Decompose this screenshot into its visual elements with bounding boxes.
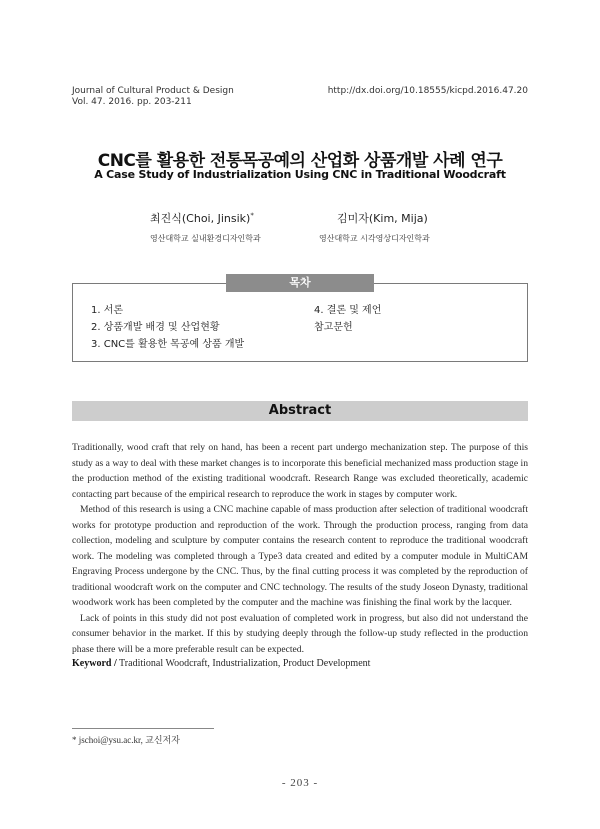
footnote bbox=[72, 733, 180, 746]
abstract-paragraph-2: Method of this research is using a CNC machine capable of mass production after selection of traditional woodcraft works for prototype production and reproduction of the work. Through the production process, ranging from data collection, modeling and sculpture by computer contains the research content to reproduce the traditional woodcraft work. The modeling was completed through a Type3 data created and edited by a computer module in MultiCAM Engraving Process undergone by the CNC. Thus, by the final cutting process it was completed by the reproduction of traditional woodcraft work on the computer and CNC technology. The results of the study Joseon Dynasty, traditional woodwork work has been completed by the computer and the machine was finishing the final work by the lacquer. bbox=[72, 504, 528, 608]
author-1-name: 최진식(Choi, Jinsik) bbox=[150, 212, 251, 225]
title-english: A Case Study of Industrialization Using CNC in Traditional Woodcraft bbox=[94, 168, 506, 181]
toc-item-background: 2. 상품개발 배경 및 산업현황 bbox=[91, 322, 220, 333]
footnote-mark: * bbox=[72, 735, 77, 745]
abstract-paragraph-1: Traditionally, wood craft that rely on hand, has been a recent part undergo mechanization step. The purpose of this study as a way to deal with these market changes is to incorporate this beneficial mechanized mass production stage in the production method of the existing traditional woodcraft. Research Range was excluded theoretically, academic contacting part because of the empirical research to reproduce the work in stages by computer work. bbox=[72, 442, 528, 500]
journal-name: Journal of Cultural Product & Design bbox=[72, 86, 234, 96]
footnote-text: jschoi@ysu.ac.kr, 교신저자 bbox=[78, 735, 180, 745]
author-1-affiliation: 영산대학교 실내환경디자인학과 bbox=[150, 234, 261, 243]
keyword-label: Keyword / bbox=[72, 658, 117, 669]
toc-item-references: 참고문헌 bbox=[314, 322, 353, 333]
keyword-text: Traditional Woodcraft, Industrialization, Product Development bbox=[119, 658, 371, 669]
abstract-body bbox=[72, 440, 528, 657]
keyword-line bbox=[72, 658, 370, 669]
footnote-divider bbox=[72, 728, 214, 729]
author-1-mark: * bbox=[250, 211, 254, 220]
toc-heading: 목차 bbox=[226, 274, 374, 292]
abstract-paragraph-3: Lack of points in this study did not post evaluation of completed work in progress, but also did not understand the consumer behavior in the market. If this by studying deeply through the follow-up study reflected in the production phase there will be a more preferable result can be expected. bbox=[72, 612, 528, 655]
author-2-name: 김미자(Kim, Mija) bbox=[337, 212, 428, 225]
author-2-affiliation: 영산대학교 시각영상디자인학과 bbox=[319, 234, 430, 243]
toc-item-cnc-development: 3. CNC를 활용한 목공예 상품 개발 bbox=[91, 339, 245, 350]
author-1 bbox=[150, 210, 254, 226]
toc-item-conclusion: 4. 결론 및 제언 bbox=[314, 305, 382, 316]
page-number: - 203 - bbox=[281, 777, 319, 789]
journal-volume: Vol. 47. 2016. pp. 203-211 bbox=[72, 97, 192, 107]
doi-link[interactable]: http://dx.doi.org/10.18555/kicpd.2016.47.20 bbox=[327, 86, 528, 96]
abstract-heading: Abstract bbox=[72, 401, 528, 421]
toc-item-introduction: 1. 서론 bbox=[91, 305, 124, 316]
title-korean: CNC를 활용한 전통목공예의 산업화 상품개발 사례 연구 bbox=[97, 151, 503, 171]
